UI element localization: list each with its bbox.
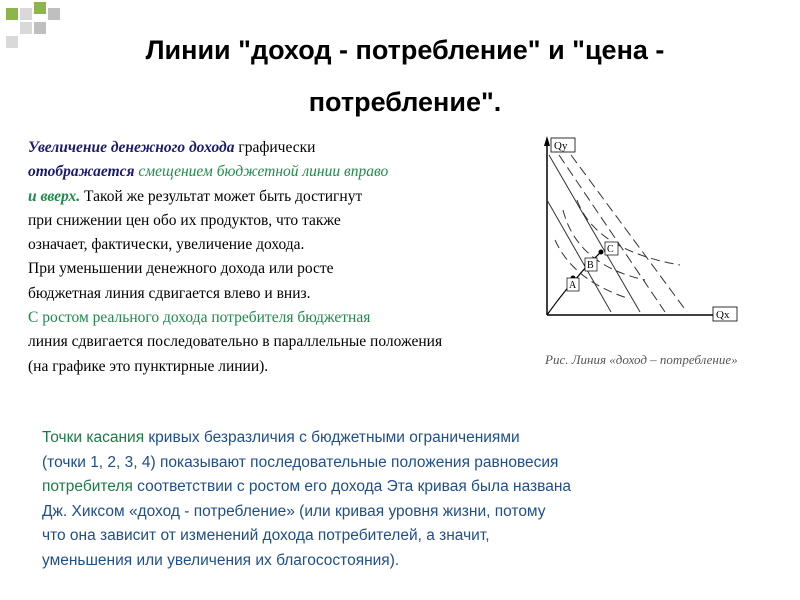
text-line: линия сдвигается последовательно в параллельные положения xyxy=(28,333,443,351)
point-c-marker xyxy=(599,250,604,255)
green-italic-text: смещением бюджетной линии вправо xyxy=(134,163,389,181)
deco-square xyxy=(20,8,32,20)
y-axis-label: Qy xyxy=(554,140,568,152)
text-line: уменьшения или увеличения их благосостояния). xyxy=(42,551,400,569)
text-line: означает, фактически, увеличение дохода. xyxy=(28,236,305,254)
budget-line-dashed xyxy=(571,155,687,312)
text-line xyxy=(28,185,588,209)
paragraph-income-shift xyxy=(28,136,588,379)
indifference-curve xyxy=(563,210,645,280)
deco-square xyxy=(34,2,46,14)
text-line xyxy=(28,136,588,160)
deco-square xyxy=(6,8,18,20)
text-line xyxy=(42,426,782,451)
green-text-line: С ростом реального дохода потребителя бюджетная xyxy=(28,309,371,327)
paragraph-hicks xyxy=(42,426,782,573)
plain-text: кривых безразличия с бюджетными ограничениями xyxy=(144,429,520,446)
text-line: бюджетная линия сдвигается влево и вниз. xyxy=(28,284,311,302)
figure-caption: Рис. Линия «доход – потребление» xyxy=(545,352,738,367)
deco-square xyxy=(6,36,18,48)
deco-square xyxy=(20,22,32,34)
text-line: (на графике это пунктирные линии). xyxy=(28,357,269,375)
budget-line-solid xyxy=(547,200,611,312)
income-consumption-figure xyxy=(535,130,765,330)
green-text: потребителя xyxy=(42,478,133,495)
emphasis-text: отображается xyxy=(28,163,135,181)
text-line: что она зависит от изменений дохода потребителей, а значит, xyxy=(42,527,490,544)
text-line: Дж. Хиксом «доход - потребление» (или кривая уровня жизни, потому xyxy=(42,502,546,520)
plain-text: соответствии с ростом его дохода Эта кривая была названа xyxy=(132,478,571,495)
point-b-label: B xyxy=(587,260,594,271)
text-line: (точки 1, 2, 3, 4) показывают последовательные положения равновесия xyxy=(42,453,559,471)
title-line-2: потребление". xyxy=(308,87,502,117)
title-line-1: Линии "доход - потребление" и "цена - xyxy=(145,35,665,65)
green-text: Точки касания xyxy=(42,429,145,446)
y-axis-arrow xyxy=(544,136,550,146)
text-line: При уменьшении денежного дохода или росте xyxy=(28,260,334,278)
text-line xyxy=(42,475,782,500)
deco-square xyxy=(48,8,60,20)
text-line: при снижении цен обо их продуктов, что также xyxy=(28,211,341,229)
point-c-label: C xyxy=(607,244,614,255)
x-axis-label: Qx xyxy=(716,309,730,321)
budget-line-solid xyxy=(549,155,640,312)
text-line xyxy=(28,160,588,184)
plain-text: Такой же результат может быть достигнут xyxy=(80,187,363,205)
point-a-label: A xyxy=(569,280,577,291)
plain-text: графически xyxy=(234,139,316,156)
emphasis-text: Увеличение денежного дохода xyxy=(28,139,235,156)
slide-title xyxy=(40,24,770,128)
green-bold-text: и вверх. xyxy=(28,187,81,205)
